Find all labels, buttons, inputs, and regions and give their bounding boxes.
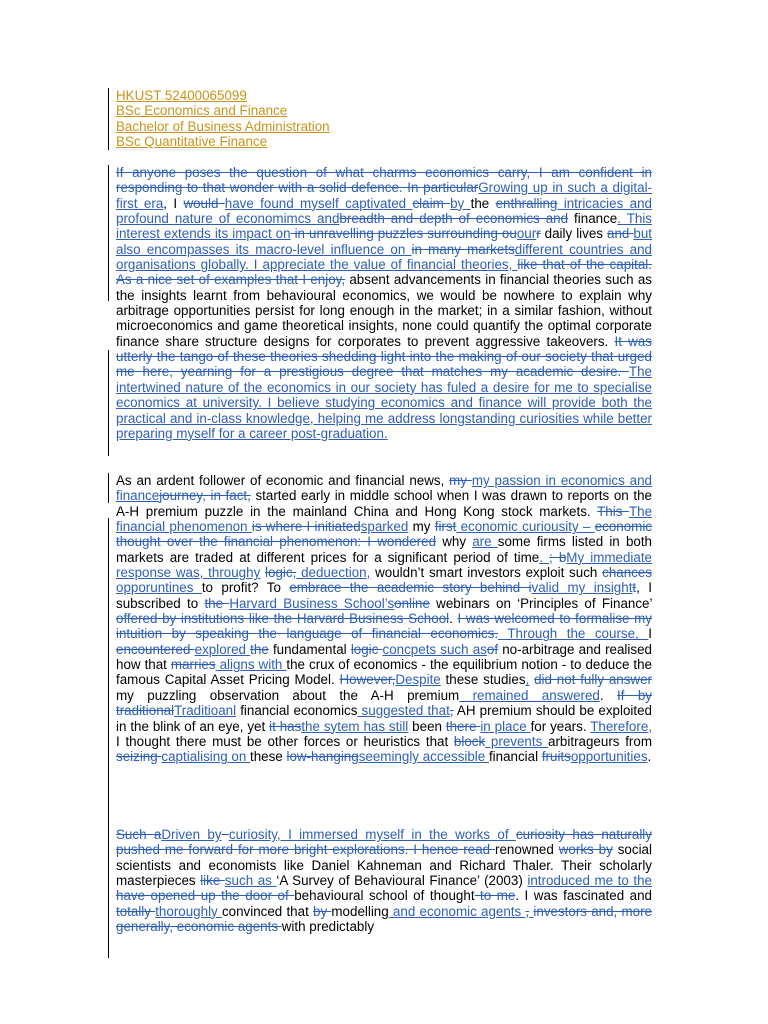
deleted-text: [222, 827, 229, 842]
inserted-text: My immediate response was, throughy: [116, 549, 653, 581]
paragraph-2: [116, 473, 652, 765]
deleted-text: r: [536, 226, 541, 242]
deleted-text: and: [607, 226, 634, 242]
deleted-text: It was utterly the tango of these theories shedding light into the making of our society that urged me here, yearning for a prestigious degree that matches my academic desire.: [116, 333, 652, 380]
applicant-header: [116, 88, 656, 149]
inserted-text: thoroughly: [155, 903, 222, 919]
body-text: finance: [568, 211, 618, 227]
body-text: ‘A Survey of Behavioural Finance’ (2003): [276, 873, 528, 889]
inserted-text: ,: [525, 672, 530, 688]
inserted-text: valid my insight: [531, 580, 633, 596]
inserted-text: such as: [224, 873, 277, 889]
deleted-text: ,: [449, 703, 454, 719]
change-bar-paragraph-1b: [108, 350, 109, 456]
header-line-program-2: Bachelor of Business Administration: [116, 118, 330, 134]
body-text: AH premium should be exploited in the blink of an eye, yet: [116, 703, 652, 734]
deleted-text: my: [449, 473, 472, 488]
inserted-text: the sytem has still: [301, 718, 409, 734]
body-text: for years.: [530, 718, 591, 734]
body-text: my puzzling observation about the A-H premium: [116, 687, 460, 703]
inserted-text: intricacies and profound nature of economimcs and: [116, 195, 652, 227]
body-text: , I: [163, 195, 184, 211]
deleted-text: encountered: [116, 641, 195, 657]
deleted-text: have opened up the door of: [116, 888, 295, 904]
deleted-text: in unravelling puzzles: [290, 226, 428, 242]
inserted-text: economic curiousity –: [456, 519, 595, 535]
header-line-program-3: BSc Quantitative Finance: [116, 133, 268, 149]
body-text: arbitrageurs from: [548, 733, 652, 749]
body-text: wouldn’t smart investors exploit such: [370, 565, 603, 581]
body-text: started early in middle school when I was drawn to reports on the A-H premium puzzle in the mainland China and Hong Kong stock markets.: [116, 488, 652, 519]
inserted-text: captialising on: [161, 749, 250, 765]
body-text: no-arbitrage and realised how that: [116, 641, 652, 673]
inserted-text: deduection,: [296, 565, 371, 581]
deleted-text: breadth and depth of economics and: [339, 211, 569, 227]
deleted-text: did not fully answer: [534, 672, 652, 688]
deleted-text: fruits: [541, 749, 571, 765]
body-text: webinars on ‘Principles of Finance’: [429, 595, 652, 611]
deleted-text: If by traditional: [116, 687, 653, 719]
deleted-text: Such a: [116, 827, 162, 842]
deleted-text: the: [250, 641, 269, 657]
deleted-text: investors and, more generally, economic agents: [116, 903, 652, 935]
deleted-text: surrounding ou: [427, 226, 517, 242]
body-text: , I subscribed to: [116, 580, 652, 611]
deleted-text: is where I initiated: [251, 519, 361, 535]
inserted-text: introduced me to the: [527, 873, 652, 889]
deleted-text: works by: [558, 842, 613, 858]
deleted-text: the: [204, 595, 230, 611]
deleted-text: of: [486, 641, 499, 657]
deleted-text: marries: [170, 657, 216, 673]
body-text: I thought there must be other forces or heuristics that: [116, 733, 454, 749]
deleted-text: t: [632, 580, 637, 596]
body-text: renowned: [495, 842, 559, 858]
inserted-text: seemingly accessible: [358, 749, 489, 765]
body-text: the crux of economics - the equilibrium notion - to deduce the famous Capital Asset Pricing Model.: [116, 657, 653, 688]
inserted-text: by: [450, 195, 471, 211]
body-text: modelling: [331, 903, 389, 919]
body-text: some firms listed in both markets are traded at different prices for a significant period of time: [116, 534, 653, 565]
deleted-text: totally: [116, 903, 156, 919]
deleted-text: logic: [350, 641, 383, 657]
body-text: the: [470, 195, 496, 211]
body-text: .: [647, 749, 652, 765]
body-text: fundamental: [268, 641, 351, 657]
inserted-text: Therefore,: [590, 718, 652, 734]
body-text: absent advancements in financial theories such as the insights learnt from behavioural economics, we would be nowhere to explain why arbitrage opportunities persist for long enough in the market; in a similar fashion, without microeconomics and game theoretical insights, none could quantify the optimal corporate finance share structure designs for corporates to prevent aggressive takeovers.: [116, 272, 652, 349]
deleted-text: first: [434, 519, 457, 535]
body-text: to profit? To: [201, 580, 290, 596]
inserted-text: . This interest extends its impact on: [116, 211, 652, 242]
inserted-text: are: [472, 534, 498, 550]
body-text: financial: [488, 749, 542, 765]
body-text: As an ardent follower of economic and financial news,: [116, 473, 450, 488]
inserted-text: opporuntines: [116, 580, 202, 596]
inserted-text: concpets such as: [382, 641, 487, 657]
inserted-text: our: [516, 226, 537, 242]
header-line-id: HKUST 52400065099: [116, 88, 247, 103]
deleted-text: chances: [602, 565, 652, 581]
inserted-text: Traditioanl: [174, 703, 237, 719]
deleted-text: offered by institutions like the Harvard Business School: [116, 611, 450, 627]
inserted-text: Despite: [395, 672, 441, 688]
inserted-text: .: [539, 549, 550, 565]
deleted-text: This: [597, 503, 629, 519]
deleted-text: If anyone poses the question of what charms economics carry, I am confident in responding to that wonder with a solid defence. In particular: [116, 165, 652, 196]
body-text: why: [436, 534, 473, 550]
inserted-text: suggested that: [357, 703, 450, 719]
inserted-text: in place: [480, 718, 531, 734]
inserted-text: my passion in economics and finance: [116, 473, 653, 504]
deleted-text: claim: [412, 195, 451, 211]
deleted-text: like: [200, 873, 225, 889]
deleted-text: there: [445, 718, 481, 734]
body-text: these: [250, 749, 287, 765]
deleted-text: like that of the capital. As a nice set of examples that I enjoy,: [116, 257, 652, 288]
deleted-text: ,: [525, 903, 530, 919]
paragraph-3: [116, 827, 652, 934]
inserted-text: but also encompasses its macro-level influence on: [116, 226, 652, 257]
change-bar-paragraph-2: [108, 473, 109, 503]
deleted-text: logic,: [265, 565, 297, 581]
inserted-text: opportunities: [570, 749, 648, 765]
deleted-text: by: [313, 903, 332, 919]
change-bar-paragraph-1: [108, 165, 109, 301]
body-text: daily lives: [540, 226, 608, 242]
inserted-text: Driven by: [161, 827, 222, 842]
deleted-text: I was welcomed to formalise my intuition by speaking the language of financial economics.: [116, 611, 652, 642]
deleted-text: ; b: [549, 549, 567, 565]
deleted-text: enthralling: [495, 195, 558, 211]
deleted-text: block: [453, 733, 486, 749]
inserted-text: sparked: [360, 519, 409, 535]
deleted-text: economic thought over the financial phenomenon: I wondered: [116, 519, 652, 550]
inserted-text: Growing up in such a digital-first era: [116, 180, 652, 211]
deleted-text: journey, in fact,: [159, 488, 251, 504]
deleted-text: low-hanging: [286, 749, 359, 765]
deleted-text: However,: [339, 672, 396, 688]
body-text: I: [648, 626, 653, 642]
body-text: these studies: [440, 672, 526, 688]
deleted-text: embrace the academic story behind i: [289, 580, 532, 596]
body-text: social scientists and economists like Daniel Kahneman and Richard Thaler. Their scholarly masterpieces: [116, 842, 652, 889]
inserted-text: curiosity, I immersed myself in the works of: [228, 827, 516, 842]
body-text: financial economics: [236, 703, 358, 719]
body-text: been: [408, 718, 446, 734]
inserted-text: prevents: [485, 733, 549, 749]
paragraph-1: [116, 165, 652, 441]
inserted-text: aligns with: [215, 657, 287, 673]
body-text: with predictably: [281, 919, 375, 935]
inserted-text: Through the course,: [498, 626, 649, 642]
deleted-text: curiosity has naturally pushed me forward for more bright explorations. I hence read: [116, 827, 652, 858]
deleted-text: to me: [474, 888, 516, 904]
inserted-text: The intertwined nature of the economics in our society has fuled a desire for me to specialise economics at university. I believe studying economics and finance will provide both the practical and in-class knowledge, helping me address longstanding curiosities while better preparing myself for a career post-graduation.: [116, 364, 652, 441]
body-text: .: [599, 687, 618, 703]
inserted-text: remained answered: [459, 687, 600, 703]
inserted-text: different countries and organisations globally. I appreciate the value of financial theories,: [116, 241, 652, 273]
inserted-text: explored: [194, 641, 251, 657]
body-text: . I was fascinated and: [515, 888, 652, 904]
deleted-text: seizing: [116, 749, 162, 765]
inserted-text: and economic agents: [388, 903, 526, 919]
deleted-text: it has: [269, 718, 302, 734]
deleted-text: would: [183, 195, 225, 211]
change-bar-paragraph-3: [108, 827, 109, 937]
header-line-program-1: BSc Economics and Finance: [116, 103, 288, 119]
inserted-text: Harvard Business School’s: [229, 595, 395, 611]
inserted-text: The financial phenomenon: [116, 503, 653, 535]
body-text: .: [449, 611, 458, 627]
change-bar-header: [108, 88, 109, 150]
deleted-text: online: [394, 595, 430, 611]
body-text: behavioural school of thought: [294, 888, 475, 904]
inserted-text: have found myself captivated: [224, 195, 413, 211]
body-text: my: [408, 519, 435, 535]
deleted-text: in many markets: [411, 241, 515, 257]
body-text: convinced that: [221, 903, 314, 919]
